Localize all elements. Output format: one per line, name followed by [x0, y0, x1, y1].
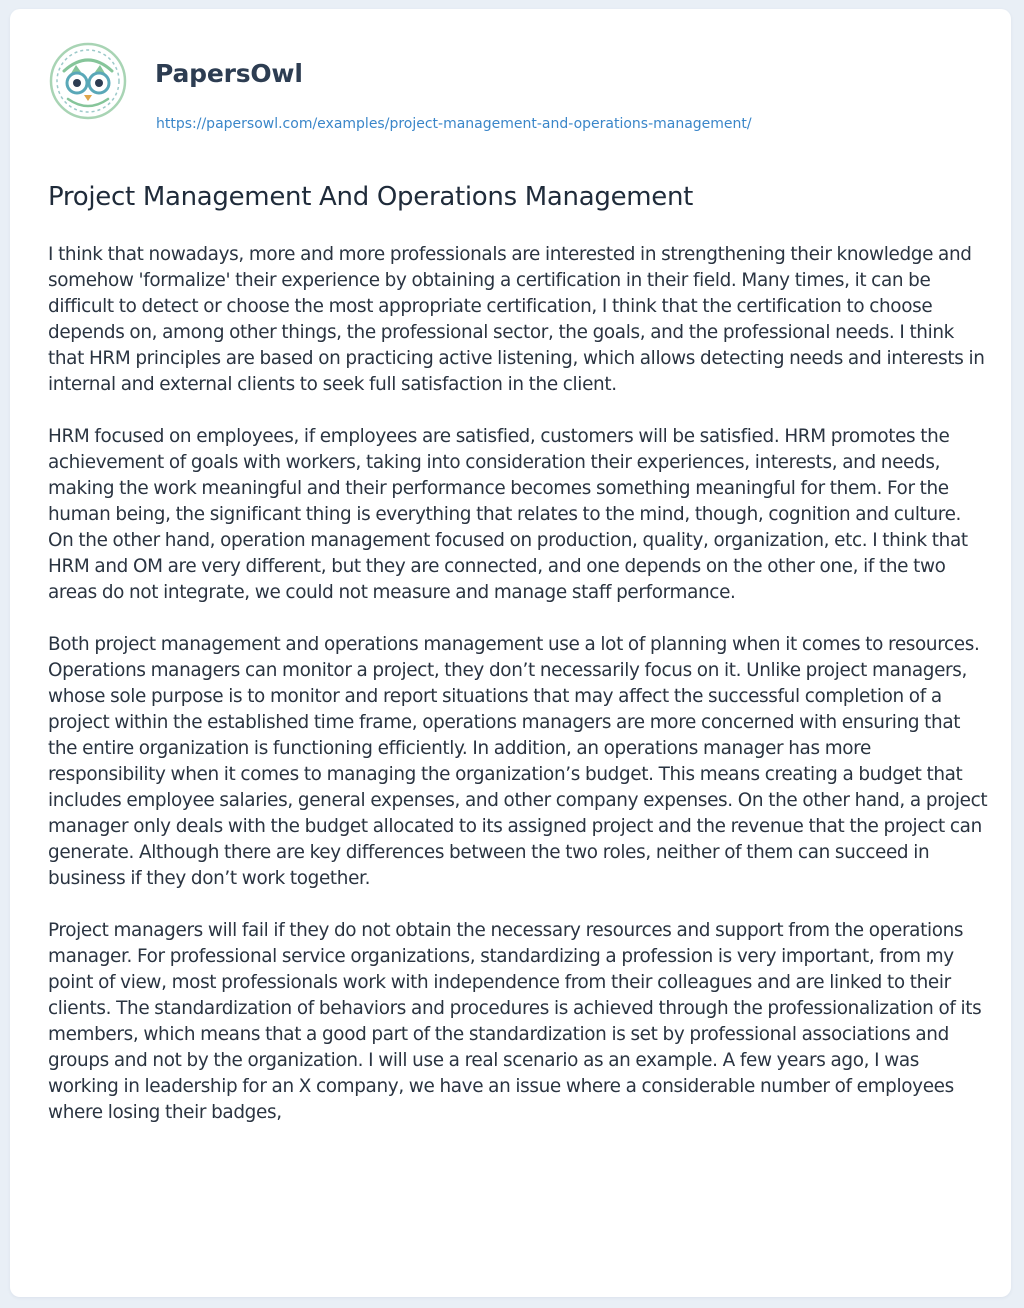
article-paragraph: I think that nowadays, more and more professionals are interested in strengthening their knowledge and somehow 'formalize' their experience by obtaining a certification in their field. Many times, it can be difficult to detect or choose the most appropriate certification, I think that the certification to choose depends on, among other things, the professional sector, the goals, and the professional needs. I think that HRM principles are based on practicing active listening, which allows detecting needs and interests in internal and external clients to seek full satisfaction in the client.	[48, 244, 985, 395]
brand-name: PapersOwl	[155, 59, 303, 88]
document-page	[10, 9, 1011, 1297]
site-header	[48, 41, 968, 132]
source-url-link[interactable]: https://papersowl.com/examples/project-management-and-operations-management/	[156, 116, 752, 132]
owl-logo-icon	[48, 41, 128, 121]
article-title: Project Management And Operations Management	[48, 182, 694, 212]
article-paragraph: HRM focused on employees, if employees are satisfied, customers will be satisfied. HRM promotes the achievement of goals with workers, taking into consideration their experiences, interests, and needs, making the work meaningful and their performance becomes something meaningful for them. For the human being, the significant thing is everything that relates to the mind, though, cognition and culture. On the other hand, operation management focused on production, quality, organization, etc. I think that HRM and OM are very different, but they are connected, and one depends on the other one, if the two areas do not integrate, we could not measure and manage staff performance.	[48, 426, 968, 603]
article-paragraph: Both project management and operations management use a lot of planning when it comes to resources. Operations managers can monitor a project, they don’t necessarily focus on it. Unlike project managers, whose sole purpose is to monitor and report situations that may affect the successful completion of a project within the established time frame, operations managers are more concerned with ensuring that the entire organization is functioning efficiently. In addition, an operations manager has more responsibility when it comes to managing the organization’s budget. This means creating a budget that includes employee salaries, general expenses, and other company expenses. On the other hand, a project manager only deals with the budget allocated to its assigned project and the revenue that the project can generate. Although there are key differences between the two roles, neither of them can succeed in business if they don’t work together.	[48, 634, 988, 889]
article-body	[48, 242, 990, 1152]
article-paragraph: Project managers will fail if they do not obtain the necessary resources and support from the operations manager. For professional service organizations, standardizing a profession is very important, from my point of view, most professionals work with independence from their colleagues and are linked to their clients. The standardization of behaviors and procedures is achieved through the professionalization of its members, which means that a good part of the standardization is set by professional associations and groups and not by the organization. I will use a real scenario as an example. A few years ago, I was working in leadership for an X company, we have an issue where a considerable number of employees where losing their badges,	[48, 920, 982, 1123]
